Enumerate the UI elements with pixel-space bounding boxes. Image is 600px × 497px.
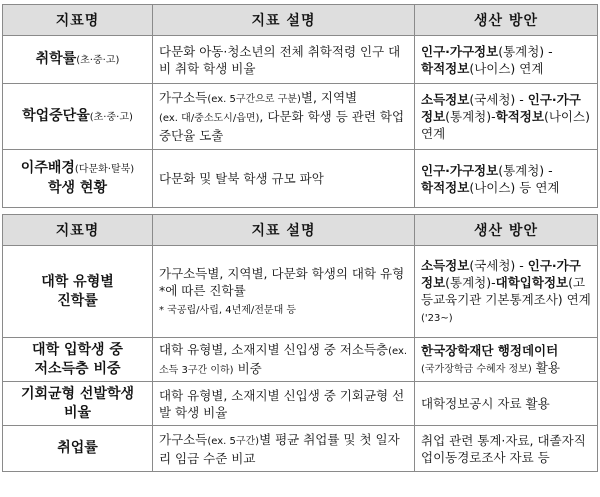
production-method: 취업 관련 통계·자료, 대졸자직업이동경로조사 자료 등 [415, 426, 598, 472]
table-row [3, 150, 598, 208]
production-method: 한국장학재단 행정데이터 (국가장학금 수혜자 정보) 활용 [415, 338, 598, 382]
table-row [3, 246, 598, 338]
production-method: 대학정보공시 자료 활용 [415, 382, 598, 426]
table-row [3, 84, 598, 150]
indicator-description: 다문화 아동·청소년의 전체 취학적령 인구 대비 취학 학생 비율 [153, 36, 415, 84]
header-production-method: 생산 방안 [415, 215, 598, 246]
indicator-table-2 [2, 214, 597, 472]
table-row [3, 382, 598, 426]
indicator-description: 가구소득(ex. 5구간)별 평균 취업률 및 첫 일자리 임금 수준 비교 [153, 426, 415, 472]
indicator-description: 가구소득별, 지역별, 다문화 학생의 대학 유형*에 따른 진학률 * 국공립/사립, 4년제/전문대 등 [153, 246, 415, 338]
table-header-row [3, 215, 598, 246]
indicator-name: 학업중단율(초·중·고) [3, 84, 153, 150]
table-row [3, 338, 598, 382]
indicator-name: 대학 유형별 진학률 [3, 246, 153, 338]
header-indicator-name: 지표명 [3, 215, 153, 246]
indicator-table-1 [2, 4, 597, 208]
indicator-name: 기회균형 선발학생 비율 [3, 382, 153, 426]
indicator-description: 대학 유형별, 소재지별 신입생 중 기회균형 선발 학생 비율 [153, 382, 415, 426]
table-row [3, 426, 598, 472]
indicator-description: 다문화 및 탈북 학생 규모 파악 [153, 150, 415, 208]
header-indicator-name: 지표명 [3, 5, 153, 36]
header-indicator-description: 지표 설명 [153, 215, 415, 246]
indicator-name: 취학률(초·중·고) [3, 36, 153, 84]
production-method: 인구·가구정보(통계청) - 학적정보(나이스) 등 연계 [415, 150, 598, 208]
header-indicator-description: 지표 설명 [153, 5, 415, 36]
indicator-description: 대학 유형별, 소재지별 신입생 중 저소득층(ex. 소득 3구간 이하) 비중 [153, 338, 415, 382]
table-header-row [3, 5, 598, 36]
indicator-name: 대학 입학생 중 저소득층 비중 [3, 338, 153, 382]
header-production-method: 생산 방안 [415, 5, 598, 36]
production-method: 소득정보(국세청) - 인구·가구정보(통계청)-학적정보(나이스) 연계 [415, 84, 598, 150]
table-row [3, 36, 598, 84]
footnote: * 국공립/사립, 4년제/전문대 등 [159, 304, 297, 316]
indicator-name: 취업률 [3, 426, 153, 472]
production-method: 소득정보(국세청) - 인구·가구정보(통계청)-대학입학정보(고등교육기관 기본통계조사) 연계('23~) [415, 246, 598, 338]
production-method: 인구·가구정보(통계청) - 학적정보(나이스) 연계 [415, 36, 598, 84]
indicator-name: 이주배경(다문화·탈북) 학생 현황 [3, 150, 153, 208]
indicator-description: 가구소득(ex. 5구간으로 구분)별, 지역별 (ex. 대/중소도시/읍면), 다문화 학생 등 관련 학업중단율 도출 [153, 84, 415, 150]
